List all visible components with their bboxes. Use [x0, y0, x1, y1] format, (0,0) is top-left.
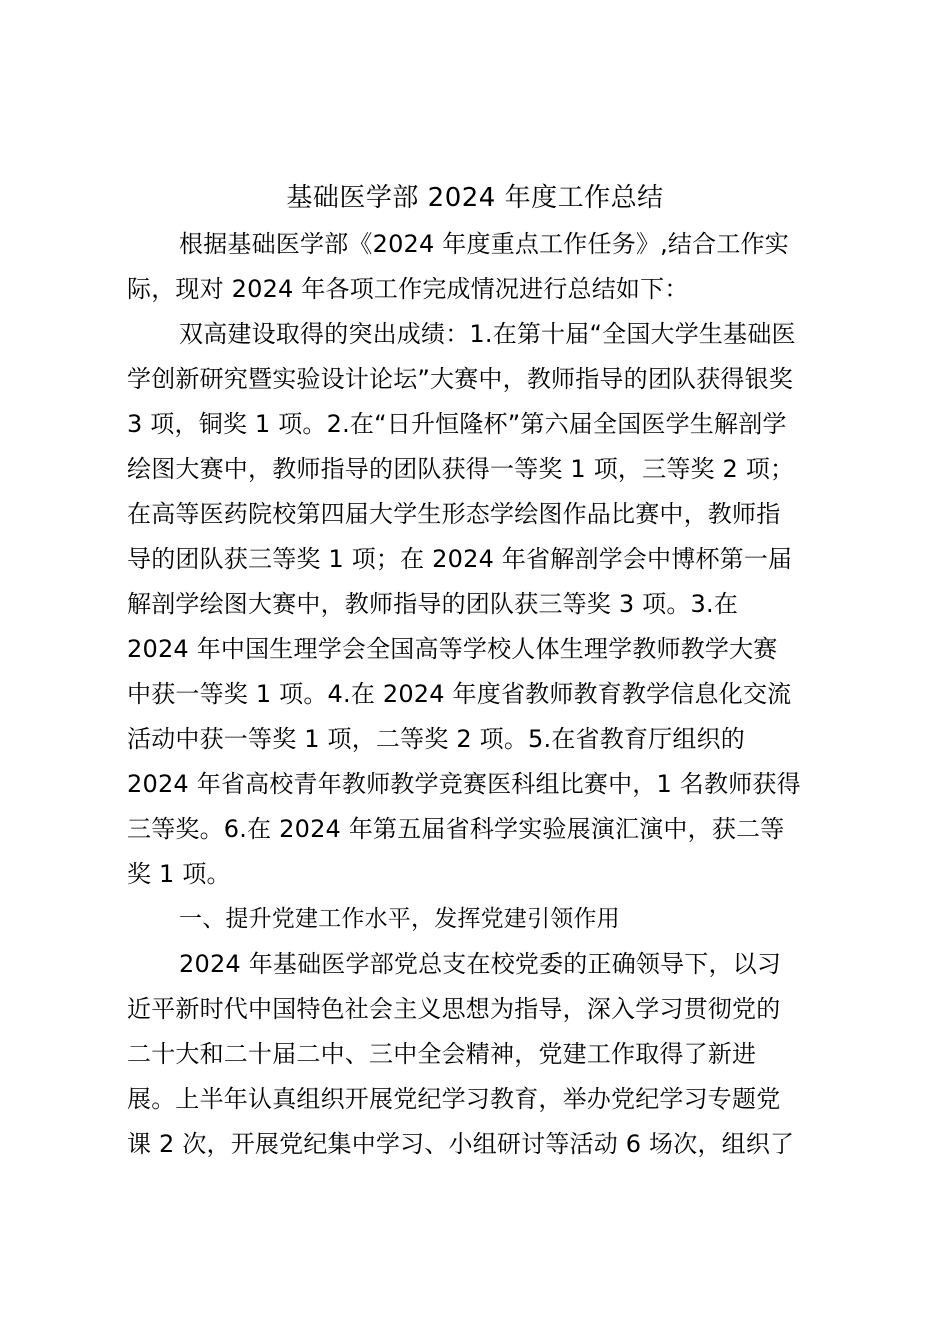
paragraph-achievements-line-2: 学创新研究暨实验设计论坛”大赛中，教师指导的团队获得银奖 [127, 365, 794, 393]
paragraph-achievements-line-9: 中获一等奖 1 项。4.在 2024 年度省教师教育教学信息化交流 [127, 680, 792, 708]
paragraph-achievements-line-11: 2024 年省高校青年教师教学竞赛医科组比赛中，1 名教师获得 [127, 770, 801, 798]
paragraph-party-line-2: 近平新时代中国特色社会主义思想为指导，深入学习贯彻党的 [127, 995, 781, 1023]
paragraph-party-line-3: 二十大和二十届二中、三中全会精神，党建工作取得了新进 [127, 1040, 757, 1068]
paragraph-achievements-line-5: 在高等医药院校第四届大学生形态学绘图作品比赛中，教师指 [127, 500, 781, 528]
paragraph-achievements-line-13: 奖 1 项。 [127, 860, 231, 888]
paragraph-achievements-line-1: 双高建设取得的突出成绩：1.在第十届“全国大学生基础医 [179, 320, 796, 348]
paragraph-intro-line-1: 根据基础医学部《2024 年度重点工作任务》,结合工作实 [179, 230, 789, 258]
paragraph-achievements-line-10: 活动中获一等奖 1 项，二等奖 2 项。5.在省教育厅组织的 [127, 725, 745, 753]
paragraph-party-line-1: 2024 年基础医学部党总支在校党委的正确领导下，以习 [179, 950, 782, 978]
section-heading-1: 一、提升党建工作水平，发挥党建引领作用 [179, 906, 620, 932]
paragraph-party-line-5: 课 2 次，开展党纪集中学习、小组研讨等活动 6 场次，组织了 [127, 1130, 795, 1158]
paragraph-achievements-line-6: 导的团队获三等奖 1 项；在 2024 年省解剖学会中博杯第一届 [127, 545, 793, 573]
paragraph-party-line-4: 展。上半年认真组织开展党纪学习教育，举办党纪学习专题党 [127, 1085, 781, 1113]
paragraph-achievements-line-7: 解剖学绘图大赛中，教师指导的团队获三等奖 3 项。3.在 [127, 590, 739, 618]
paragraph-achievements-line-4: 绘图大赛中，教师指导的团队获得一等奖 1 项，三等奖 2 项； [127, 455, 795, 483]
document-body [127, 222, 837, 1167]
paragraph-intro-line-2: 际，现对 2024 年各项工作完成情况进行总结如下： [127, 275, 689, 303]
paragraph-achievements-line-8: 2024 年中国生理学会全国高等学校人体生理学教师教学大赛 [127, 635, 778, 663]
document-title: 基础医学部 2024 年度工作总结 [286, 183, 664, 213]
paragraph-achievements-line-12: 三等奖。6.在 2024 年第五届省科学实验展演汇演中，获二等 [127, 815, 785, 843]
paragraph-achievements-line-3: 3 项，铜奖 1 项。2.在“日升恒隆杯”第六届全国医学生解剖学 [127, 410, 787, 438]
